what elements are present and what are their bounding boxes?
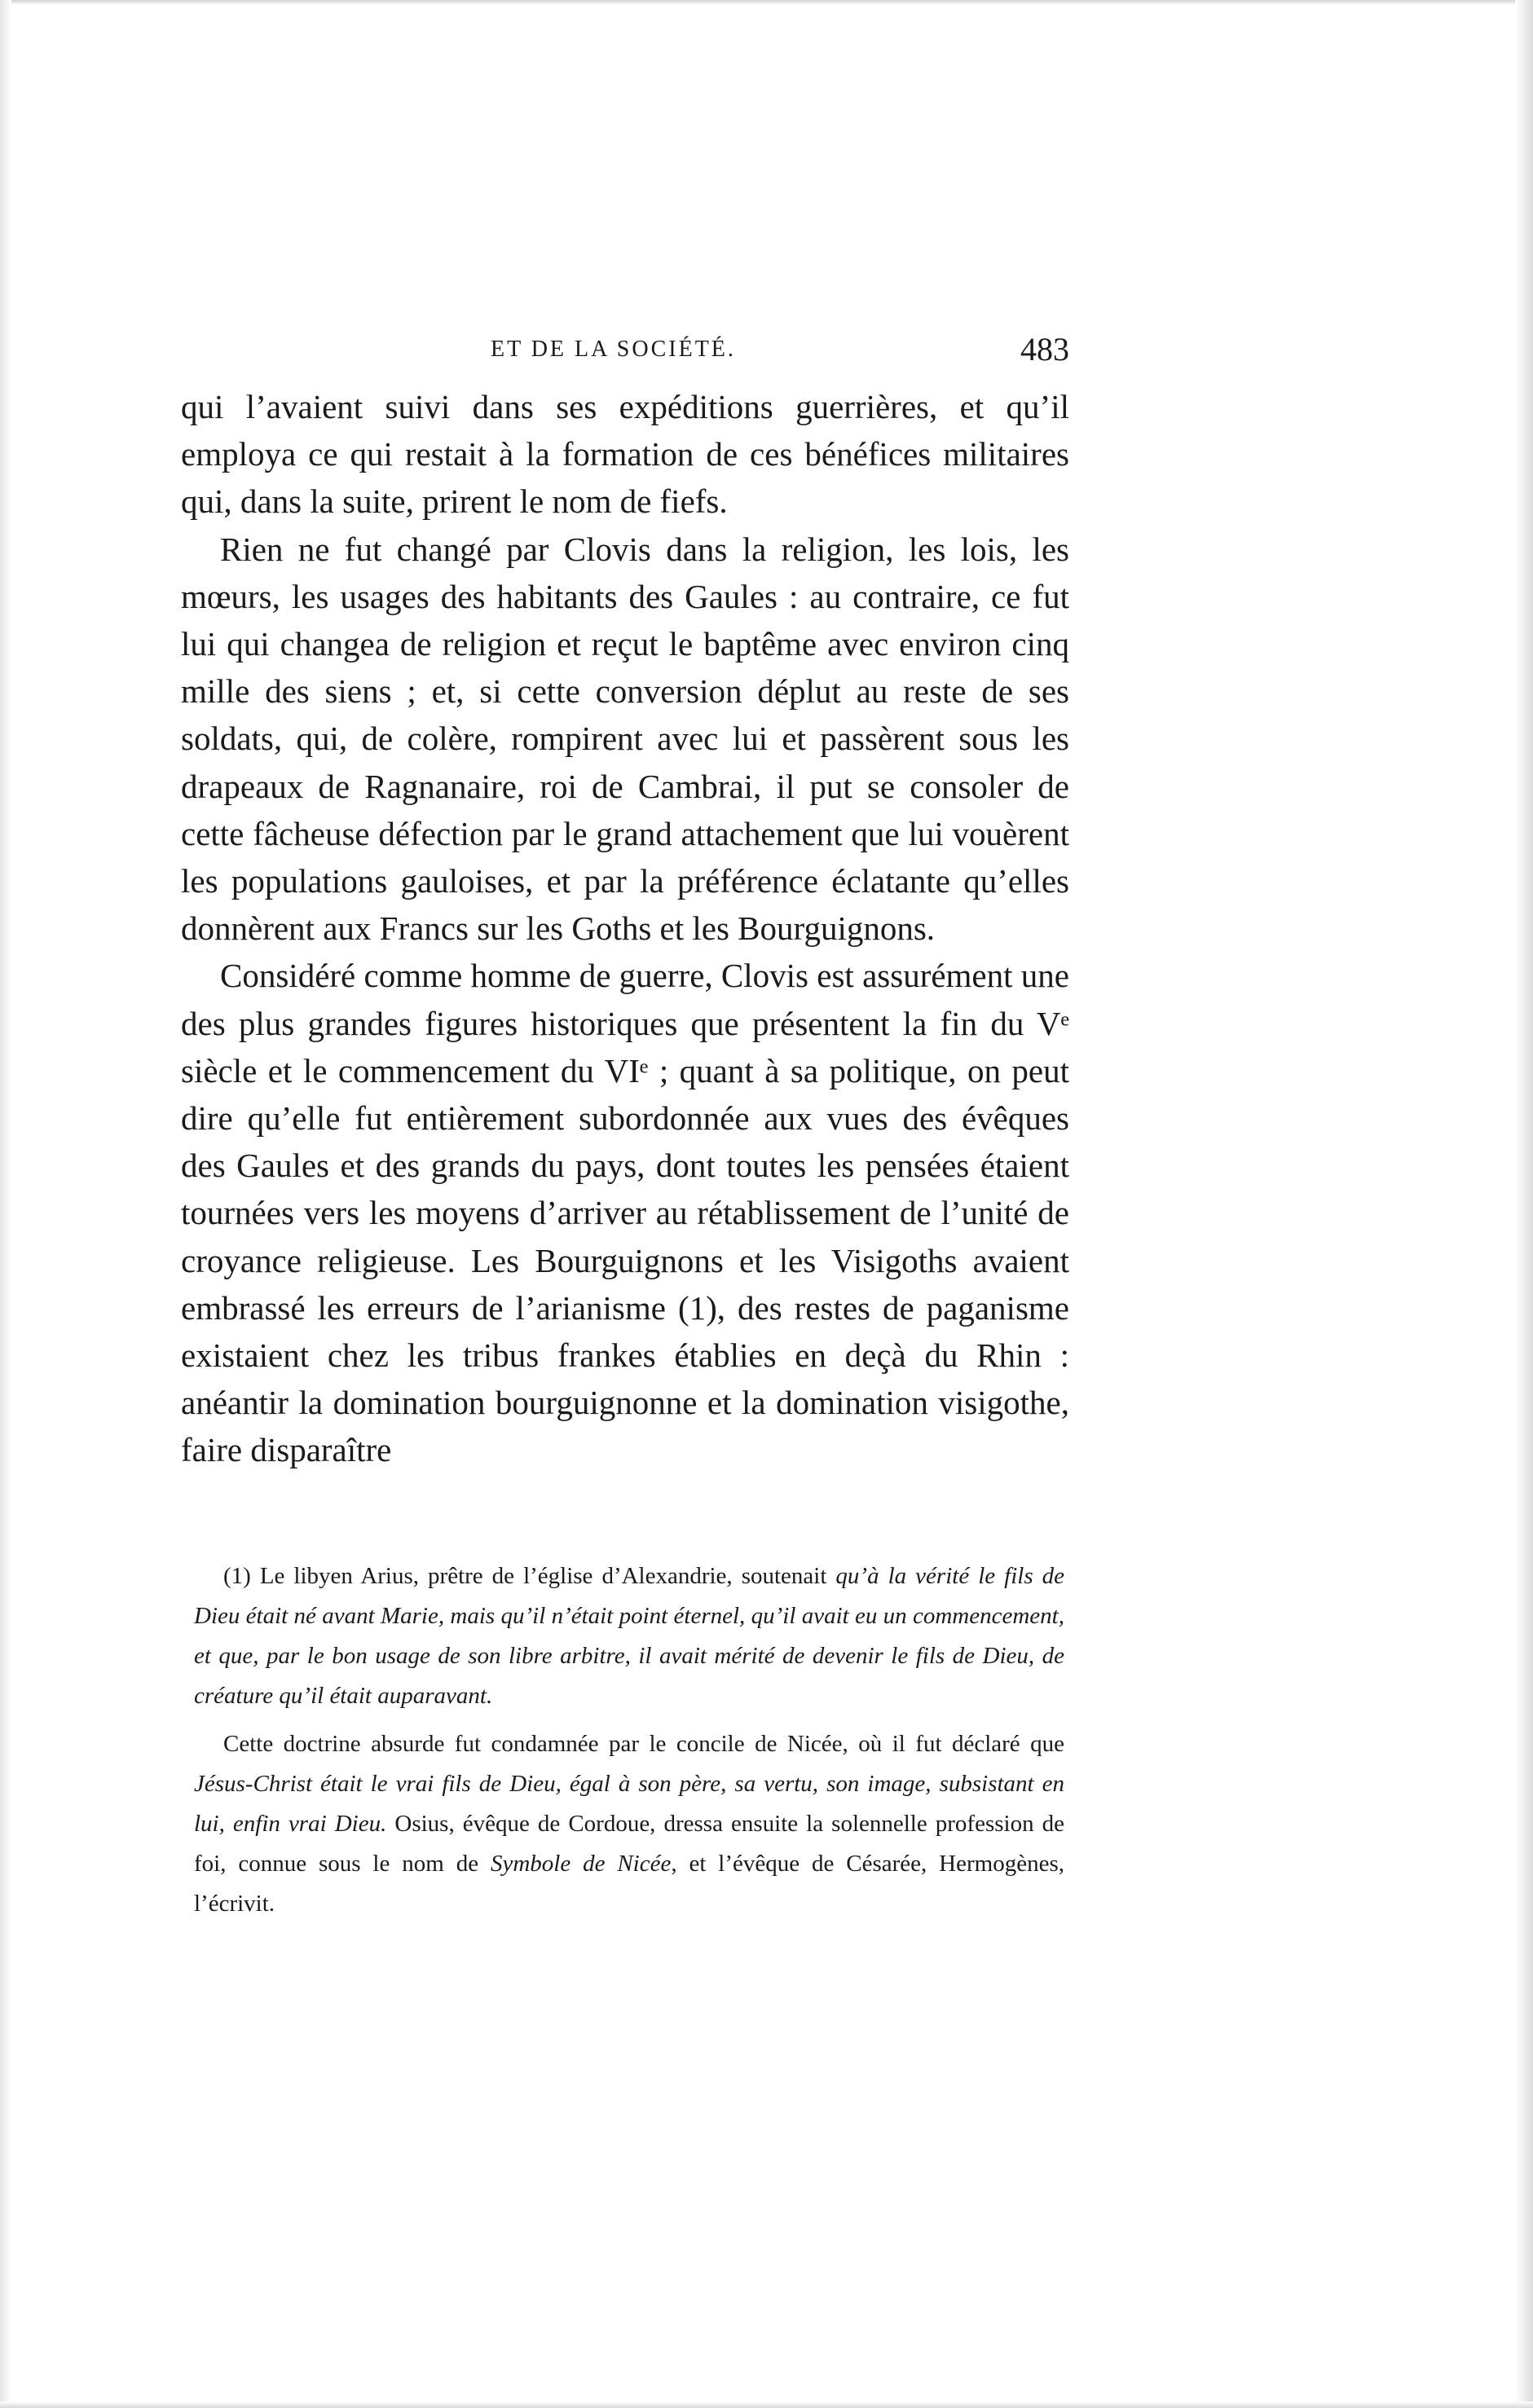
main-text — [181, 383, 1069, 1474]
running-title: ET DE LA SOCIÉTÉ. — [491, 337, 736, 362]
footnote-text: , et l’évêque de Césarée, Hermogènes, l’écrivit. — [194, 1851, 1064, 1917]
page-edge-right — [1515, 0, 1533, 2408]
footnotes — [194, 1556, 1064, 1932]
footnote — [194, 1724, 1064, 1924]
paragraph: Rien ne fut changé par Clovis dans la religion, les lois, les mœurs, les usages des habitants des Gaules : au contraire, ce fut lui qui changea de religion et reçut le baptême avec environ cinq mille des siens ; et, si cette conversion déplut au reste de ses soldats, qui, de colère, rompirent avec lui et passèrent sous les drapeaux de Ragnanaire, roi de Cambrai, il put se consoler de cette fâcheuse défection par le grand attachement que lui vouèrent les populations gauloises, et par la préférence éclatante qu’elles donnèrent aux Francs sur les Goths et les Bourguignons. — [181, 530, 1069, 948]
footnote-quote: Jésus-Christ était le vrai fils de Dieu, égal à son père, sa vertu, son image, subsistant en lui, enfin vrai Dieu. — [194, 1771, 1064, 1837]
paragraph: qui l’avaient suivi dans ses expéditions guerrières, et qu’il employa ce qui restait à la formation de ces bénéfices militaires qui, dans la suite, prirent le nom de fiefs. — [181, 388, 1069, 521]
footnote-title: Symbole de Nicée — [490, 1851, 672, 1877]
footnote-text: Cette doctrine absurde fut condamnée par le concile de Nicée, où il fut déclaré que — [223, 1731, 1064, 1757]
page-number: 483 — [1020, 331, 1069, 368]
footnote-text: (1) Le libyen Arius, prêtre de l’église d’Alexandrie, soutenait — [223, 1563, 836, 1589]
page-edge-bottom — [0, 2401, 1533, 2408]
page-edge-left — [0, 0, 11, 2408]
footnote — [194, 1556, 1064, 1716]
footnote-quote: qu’à la vérité le fils de Dieu était né avant Marie, mais qu’il n’était point éternel, qu’il avait eu un commencement, et que, par le bon usage de son libre arbitre, il avait mérité de devenir le fils de Dieu, de créature qu’il était auparavant. — [194, 1563, 1064, 1709]
running-head — [181, 330, 1069, 379]
paragraph: Considéré comme homme de guerre, Clovis est assurément une des plus grandes figures historiques que présentent la fin du Vᵉ siècle et le commencement du VIᵉ ; quant à sa politique, on peut dire qu’elle fut entièrement subordonnée aux vues des évêques des Gaules et des grands du pays, dont toutes les pensées étaient tournées vers les moyens d’arriver au rétablissement de l’unité de croyance religieuse. Les Bourguignons et les Visigoths avaient embrassé les erreurs de l’arianisme (1), des restes de paganisme existaient chez les tribus frankes établies en deçà du Rhin : anéantir la domination bourguignonne et la domination visigothe, faire disparaître — [181, 957, 1069, 1469]
page-edge-top — [0, 0, 1533, 5]
footnote-text: Osius, évêque de Cordoue, dressa ensuite la solennelle profession de foi, connue sous le nom de — [194, 1811, 1065, 1877]
